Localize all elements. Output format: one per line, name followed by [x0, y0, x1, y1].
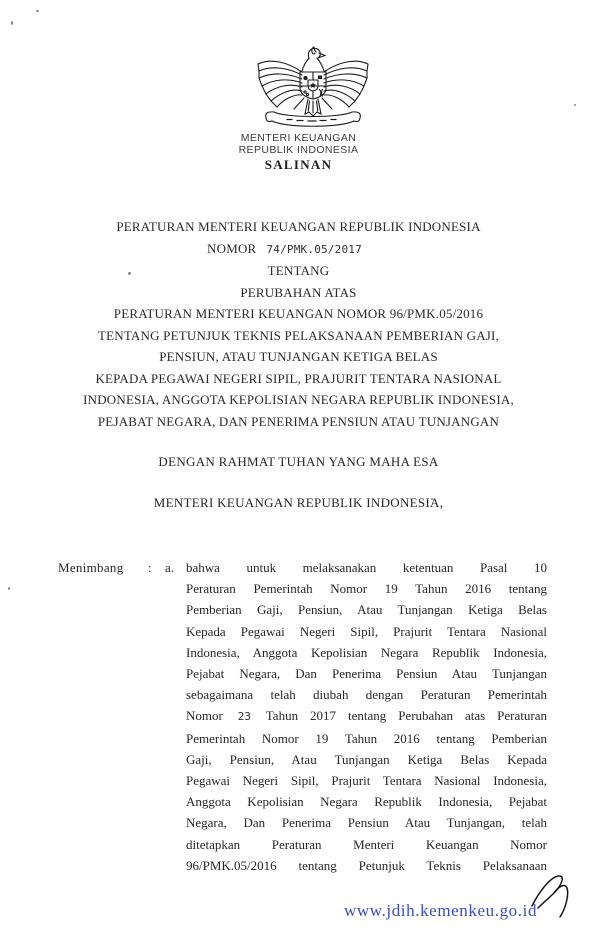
text-line: Nomor 23 Tahun 2017 tentang Perubahan atas Peraturan [186, 708, 547, 724]
text-line: Pemberian Gaji, Pensiun, Atau Tunjangan Ketiga Belas [186, 602, 547, 618]
text-line: KEPADA PEGAWAI NEGERI SIPIL, PRAJURIT TENTARA NASIONAL [95, 370, 502, 386]
text-line: Indonesia, Anggota Kepolisian Negara Republik Indonesia, [186, 644, 547, 660]
text-line: TENTANG PETUNJUK TEKNIS PELAKSANAAN PEMBERIAN GAJI, [97, 327, 500, 343]
considerations-section [58, 557, 547, 876]
text-line: bahwa untuk melaksanakan ketentuan Pasal 10 [186, 560, 547, 575]
text-line: sebagaimana telah diubah dengan Peraturan Pemerintah [186, 687, 547, 703]
scan-speck [11, 21, 13, 25]
text-line: INDONESIA, ANGGOTA KEPOLISIAN NEGARA REPUBLIK INDONESIA, [83, 392, 514, 407]
ministry-name: MENTERI KEUANGAN [240, 132, 357, 144]
text-line: Negara, Dan Penerima Pensiun Atau Tunjangan, telah [186, 815, 547, 831]
text-line: Kepada Pegawai Negeri Sipil, Prajurit Tentara Nasional [186, 623, 547, 639]
jdih-website-link[interactable]: www.jdih.kemenkeu.go.id [344, 901, 538, 920]
text-line: PERATURAN MENTERI KEUANGAN REPUBLIK INDONESIA [116, 219, 481, 234]
ministry-country: REPUBLIK INDONESIA [238, 143, 359, 156]
text-line: PEJABAT NEGARA, DAN PENERIMA PENSIUN ATAU TUNJANGAN [97, 413, 500, 429]
scan-speck [8, 587, 10, 590]
scan-speck [574, 104, 576, 106]
text-line: NOMOR 74/PMK.05/2017 [207, 240, 362, 256]
text-line: ditetapkan Peraturan Menteri Keuangan Nomor [186, 836, 547, 852]
text-line: Pejabat Negara, Dan Penerima Pensiun Atau Tunjangan [186, 666, 547, 682]
considerations-label: Menimbang [58, 560, 124, 575]
garuda-pancasila-emblem [254, 46, 372, 134]
text-line: Peraturan Pemerintah Nomor 19 Tahun 2016 tentang [186, 581, 547, 597]
text-line: Pemerintah Nomor 19 Tahun 2016 tentang Pemberian [186, 730, 547, 746]
text-line: TENTANG [267, 263, 330, 278]
item-marker-a: a. [165, 560, 175, 575]
regulation-title [0, 216, 597, 432]
copy-stamp-label: SALINAN [264, 157, 333, 172]
ministry-letterhead [0, 133, 597, 156]
issuer-line: MENTERI KEUANGAN REPUBLIK INDONESIA, [153, 495, 444, 510]
text-line: PERATURAN MENTERI KEUANGAN NOMOR 96/PMK.05/2016 [113, 306, 484, 321]
considerations-colon: : [148, 560, 152, 575]
text-line: Gaji, Pensiun, Atau Tunjangan Ketiga Belas Kepada [186, 751, 547, 767]
text-line: PERUBAHAN ATAS [240, 284, 357, 300]
text-line: PENSIUN, ATAU TUNJANGAN KETIGA BELAS [159, 349, 438, 364]
consideration-paragraph [186, 557, 547, 876]
scan-speck [36, 10, 39, 12]
text-line: Anggota Kepolisian Negara Republik Indonesia, Pejabat [186, 794, 547, 810]
text-line: Pegawai Negeri Sipil, Prajurit Tentara Nasional Indonesia, [186, 773, 547, 789]
text-line: 96/PMK.05/2016 tentang Petunjuk Teknis Pelaksanaan [186, 857, 547, 873]
invocation-line: DENGAN RAHMAT TUHAN YANG MAHA ESA [158, 454, 439, 469]
